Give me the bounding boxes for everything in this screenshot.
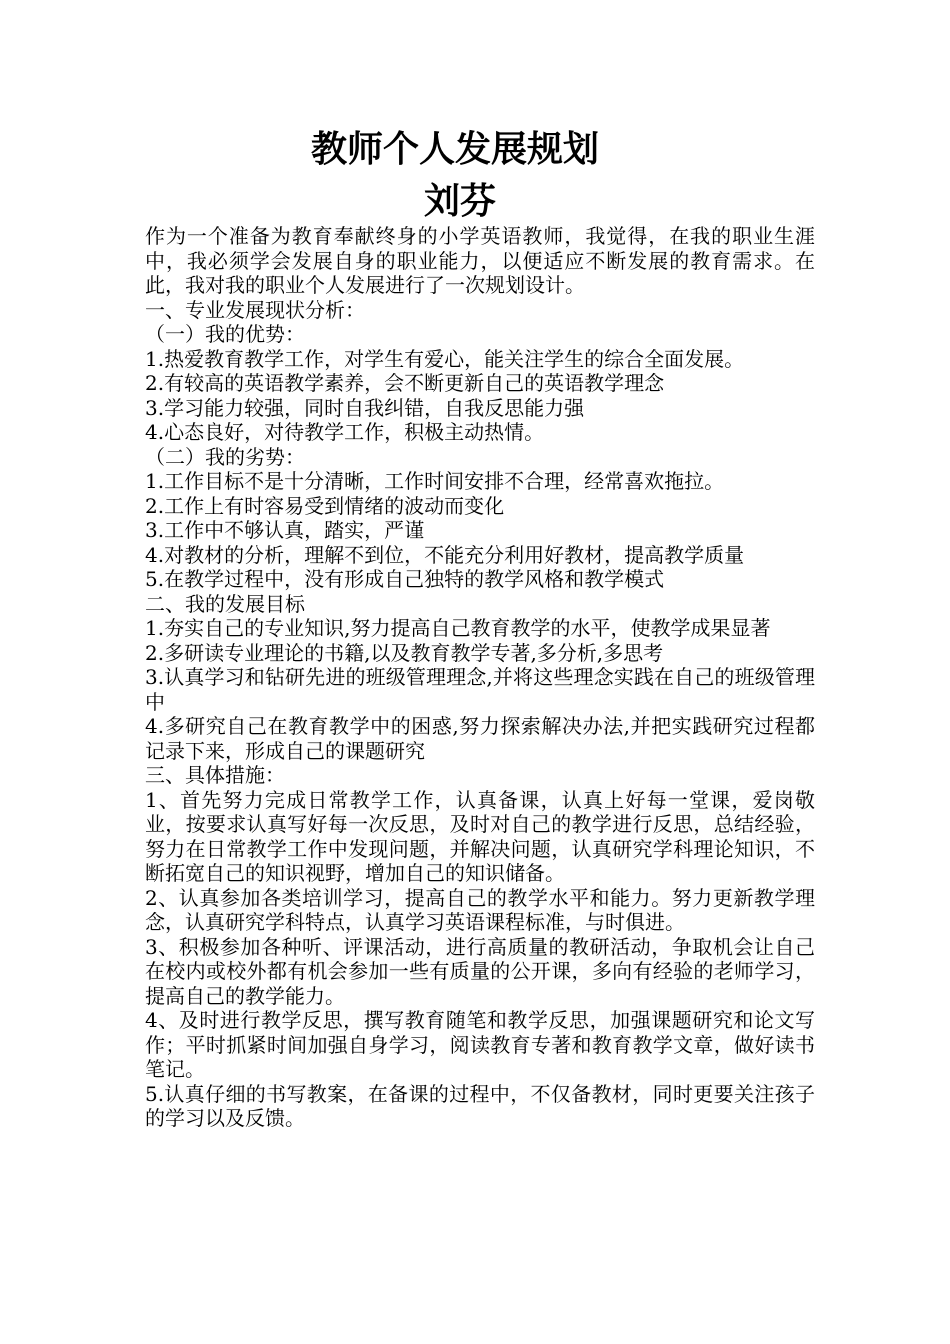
list-item: 4、及时进行教学反思，撰写教育随笔和教学反思，加强课题研究和论文写作；平时抓紧时间加强自身学习，阅读教育专著和教育教学文章，做好读书笔记。 [145, 1008, 815, 1081]
list-item: 2.多研读专业理论的书籍,以及教育教学专著,多分析,多思考 [145, 640, 664, 665]
subsection-heading: （一）我的优势： [145, 322, 305, 346]
list-item: 1.工作目标不是十分清晰，工作时间安排不合理，经常喜欢拖拉。 [145, 469, 725, 493]
intro-paragraph: 作为一个准备为教育奉献终身的小学英语教师，我觉得，在我的职业生涯中，我必须学会发展自身的职业能力，以便适应不断发展的教育需求。在此，我对我的职业个人发展进行了一次规划设计。 [145, 224, 815, 297]
list-item: 1.热爱教育教学工作，对学生有爱心，能关注学生的综合全面发展。 [145, 346, 745, 371]
list-item: 1.夯实自己的专业知识,努力提高自己教育教学的水平，使教学成果显著 [145, 616, 771, 640]
list-item: 5.在教学过程中，没有形成自己独特的教学风格和教学模式 [145, 567, 665, 591]
document-author: 刘芬 [423, 181, 496, 222]
list-item: 2.工作上有时容易受到情绪的波动而变化 [145, 493, 505, 518]
list-item: 3.认真学习和钻研先进的班级管理理念,并将这些理念实践在自己的班级管理中 [145, 665, 815, 714]
document-title: 教师个人发展规划 [310, 129, 599, 170]
list-item: 4.多研究自己在教育教学中的困惑,努力探索解决办法,并把实践研究过程都记录下来，形成自己的课题研究 [145, 714, 815, 763]
list-item: 3.工作中不够认真，踏实，严谨 [145, 518, 425, 542]
list-item: 5.认真仔细的书写教案，在备课的过程中，不仅备教材，同时更要关注孩子的学习以及反馈。 [145, 1081, 815, 1130]
list-item: 4.对教材的分析，理解不到位，不能充分利用好教材，提高教学质量 [145, 542, 745, 567]
section-heading: 一、专业发展现状分析： [145, 297, 365, 322]
list-item: 4.心态良好，对待教学工作，积极主动热情。 [145, 420, 545, 444]
document-body [145, 224, 815, 1131]
section-heading: 二、我的发展目标 [145, 591, 305, 616]
subsection-heading: （二）我的劣势： [145, 444, 305, 469]
list-item: 3、积极参加各种听、评课活动，进行高质量的教研活动，争取机会让自己在校内或校外都有机会参加一些有质量的公开课，多向有经验的老师学习，提高自己的教学能力。 [145, 934, 815, 1008]
list-item: 3.学习能力较强，同时自我纠错，自我反思能力强 [145, 395, 585, 420]
list-item: 2、认真参加各类培训学习，提高自己的教学水平和能力。努力更新教学理念，认真研究学科特点，认真学习英语课程标准，与时俱进。 [145, 885, 815, 934]
section-heading: 三、具体措施： [145, 763, 285, 787]
list-item: 2.有较高的英语教学素养，会不断更新自己的英语教学理念 [145, 371, 665, 395]
list-item: 1、首先努力完成日常教学工作，认真备课，认真上好每一堂课，爱岗敬业，按要求认真写好每一次反思，及时对自己的教学进行反思，总结经验，努力在日常教学工作中发现问题，并解决问题，认真研究学科理论知识，不断拓宽自己的知识视野，增加自己的知识储备。 [145, 787, 815, 885]
